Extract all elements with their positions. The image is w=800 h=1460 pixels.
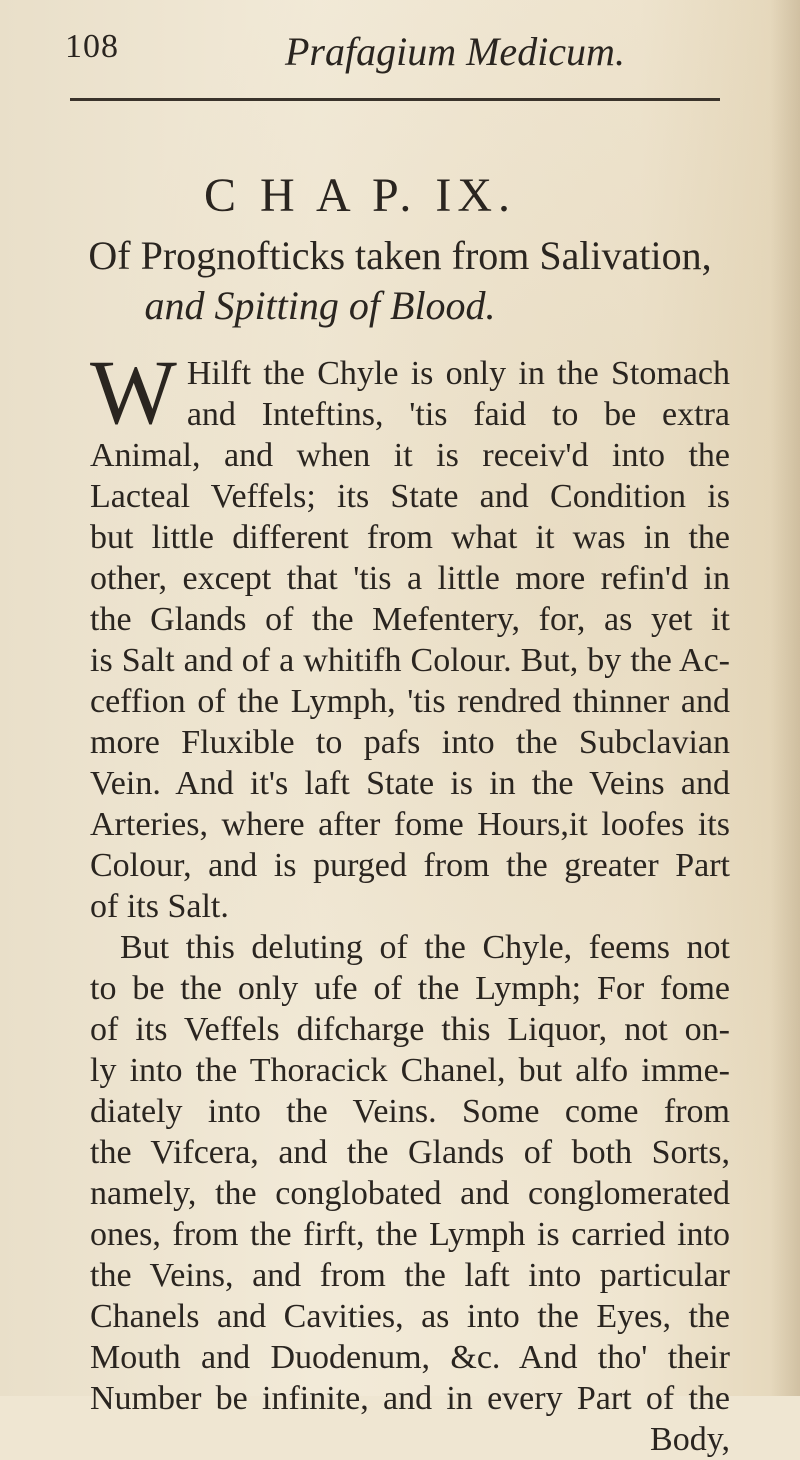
text-line: ly into the Thoracick Chanel, but alfo imme- [90, 1052, 730, 1089]
text-line: of its Veffels difcharge this Liquor, not on- [90, 1011, 730, 1048]
header-rule [70, 98, 720, 101]
text-line: Chanels and Cavities, as into the Eyes, the [90, 1298, 730, 1335]
text-line: Hilft the Chyle is only in the Stomach [186, 355, 730, 392]
text-line: Number be infinite, and in every Part of the [90, 1380, 730, 1417]
page-edge-shadow [770, 0, 800, 1396]
page-header [65, 10, 760, 74]
text-line: and Inteftins, 'tis faid to be extra [186, 396, 730, 433]
text-line: but little different from what it was in the [90, 519, 730, 556]
chapter-subtitle-line-1: Of Prognofticks taken from Salivation, [88, 233, 712, 278]
chapter-title: C H A P. IX. [203, 169, 517, 222]
text-line: other, except that 'tis a little more refin'd in [90, 560, 730, 597]
text-line: of its Salt. [90, 888, 229, 925]
text-line: the Glands of the Mefentery, for, as yet it [90, 601, 730, 638]
text-line: Mouth and Duodenum, &c. And tho' their [90, 1339, 730, 1376]
text-line: ceffion of the Lymph, 'tis rendred thinner and [90, 683, 730, 720]
text-line: more Fluxible to pafs into the Subclavian [90, 724, 730, 761]
text-line: namely, the conglobated and conglomerated [90, 1175, 730, 1212]
text-line: But this deluting of the Chyle, feems not [120, 929, 730, 966]
text-line: Lacteal Veffels; its State and Condition is [90, 478, 730, 515]
catchword: Body, [650, 1421, 730, 1458]
text-line: diately into the Veins. Some come from [90, 1093, 730, 1130]
text-line: ones, from the firft, the Lymph is carried into [90, 1216, 730, 1253]
drop-cap: W [90, 341, 177, 443]
text-line: the Vifcera, and the Glands of both Sorts, [90, 1134, 730, 1171]
text-line: Arteries, where after fome Hours,it loofes its [90, 806, 730, 843]
body-text [90, 341, 730, 1460]
page-number: 108 [65, 28, 119, 65]
chapter-subtitle-line-2: and Spitting of Blood. [144, 283, 496, 328]
text-line: to be the only ufe of the Lymph; For fome [90, 970, 730, 1007]
running-head: Prafagium Medicum. [285, 29, 625, 74]
text-line: Animal, and when it is receiv'd into the [90, 437, 730, 474]
text-line: Colour, and is purged from the greater Part [90, 847, 730, 884]
text-line: is Salt and of a whitifh Colour. But, by the Ac- [90, 642, 730, 679]
text-line: the Veins, and from the laft into particular [90, 1257, 730, 1294]
text-line: Vein. And it's laft State is in the Veins and [90, 765, 730, 802]
